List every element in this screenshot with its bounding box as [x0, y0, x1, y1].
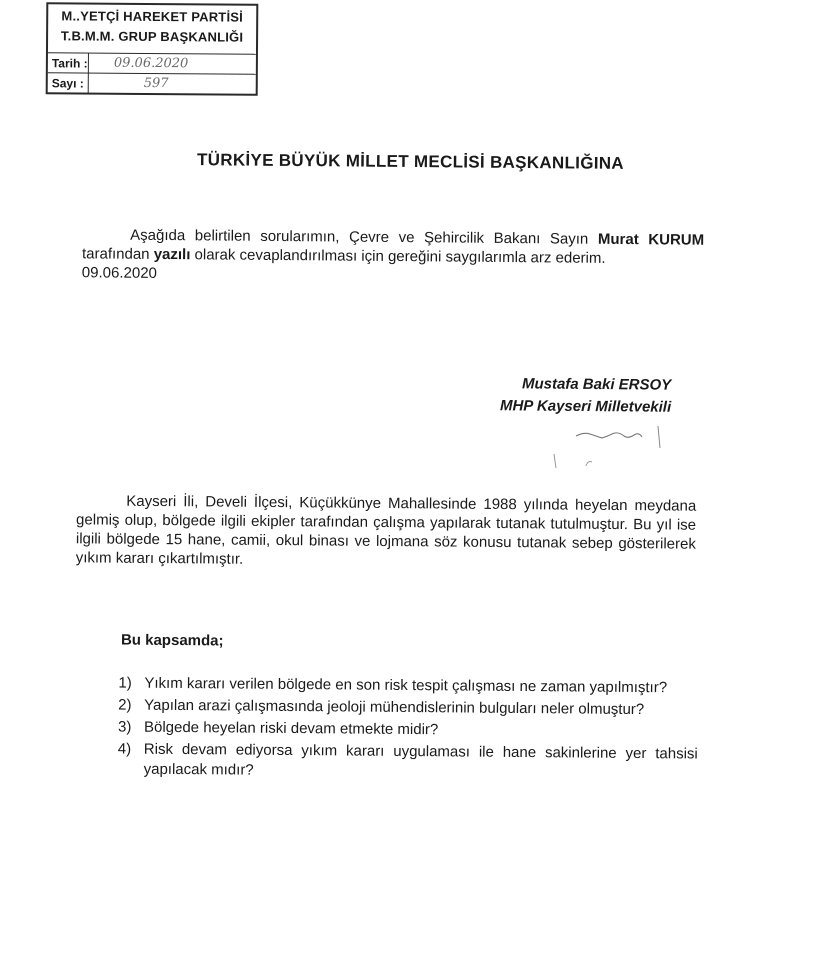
stamp-number-value: 597 [143, 75, 169, 92]
minister-name: Murat KURUM [597, 230, 705, 249]
question-text: Risk devam ediyorsa yıkım kararı uygulaması ile hane sakinlerine yer tahsisi yapılacak mıdır? [143, 740, 698, 779]
stamp-number-row [48, 72, 256, 94]
scope-heading: Bu kapsamda; [120, 631, 224, 650]
stamp-group-name: T.B.M.M. GRUP BAŞKANLIĞI [60, 28, 244, 45]
body-paragraph: Kayseri İli, Develi İlçesi, Küçükkünye Mahallesinde 1988 yılında heyelan meydana gelmiş olup, bölgede ilgili ekipler tarafından çalışma yapılarak tutanak tutulmuştur. Bu yıl ise ilgili bölgede 15 hane, camii, okul binası ve lojmana söz konusu tutanak sebep gösterilerek yıkım kararı çıkartılmıştır. [75, 492, 697, 568]
intro-text-2: tarafından [81, 245, 154, 263]
page-title: TÜRKİYE BÜYÜK MİLLET MECLİSİ BAŞKANLIĞINA [196, 150, 625, 173]
party-stamp [46, 2, 259, 95]
written-word: yazılı [153, 245, 191, 264]
signer-title: MHP Kayseri Milletvekili [499, 397, 672, 416]
signer-name: Mustafa Baki ERSOY [521, 375, 672, 394]
stamp-date-row [48, 52, 256, 74]
stamp-number-label: Sayı : [51, 76, 84, 91]
question-number: 1) [118, 674, 132, 692]
stamp-party-name: M..YETÇİ HAREKET PARTİSİ [61, 8, 244, 25]
question-number: 3) [117, 718, 132, 736]
question-item [118, 695, 698, 720]
intro-paragraph [82, 225, 704, 287]
question-item [118, 717, 698, 742]
question-text: Bölgede heyelan riski devam etmekte midir? [143, 718, 439, 739]
question-text: Yıkım kararı verilen bölgede en son risk tespit çalışması ne zaman yapılmıştır? [144, 674, 668, 697]
signature-image [548, 418, 678, 488]
intro-text-1: Aşağıda belirtilen sorularımın, Çevre ve Şehircilik Bakanı Sayın [130, 226, 598, 248]
question-number: 2) [118, 696, 132, 714]
question-item [118, 673, 698, 698]
intro-text-3: olarak cevaplandırılması için gereğini saygılarımla arz ederim. [190, 246, 606, 267]
question-item [118, 739, 698, 784]
question-number: 4) [117, 740, 132, 758]
stamp-date-label: Tarih : [51, 56, 88, 71]
question-list [118, 673, 699, 786]
stamp-date-value: 09.06.2020 [113, 55, 189, 72]
intro-date: 09.06.2020 [81, 264, 157, 282]
question-text: Yapılan arazi çalışmasında jeoloji mühendislerinin bulguları neler olmuştur? [144, 696, 645, 719]
